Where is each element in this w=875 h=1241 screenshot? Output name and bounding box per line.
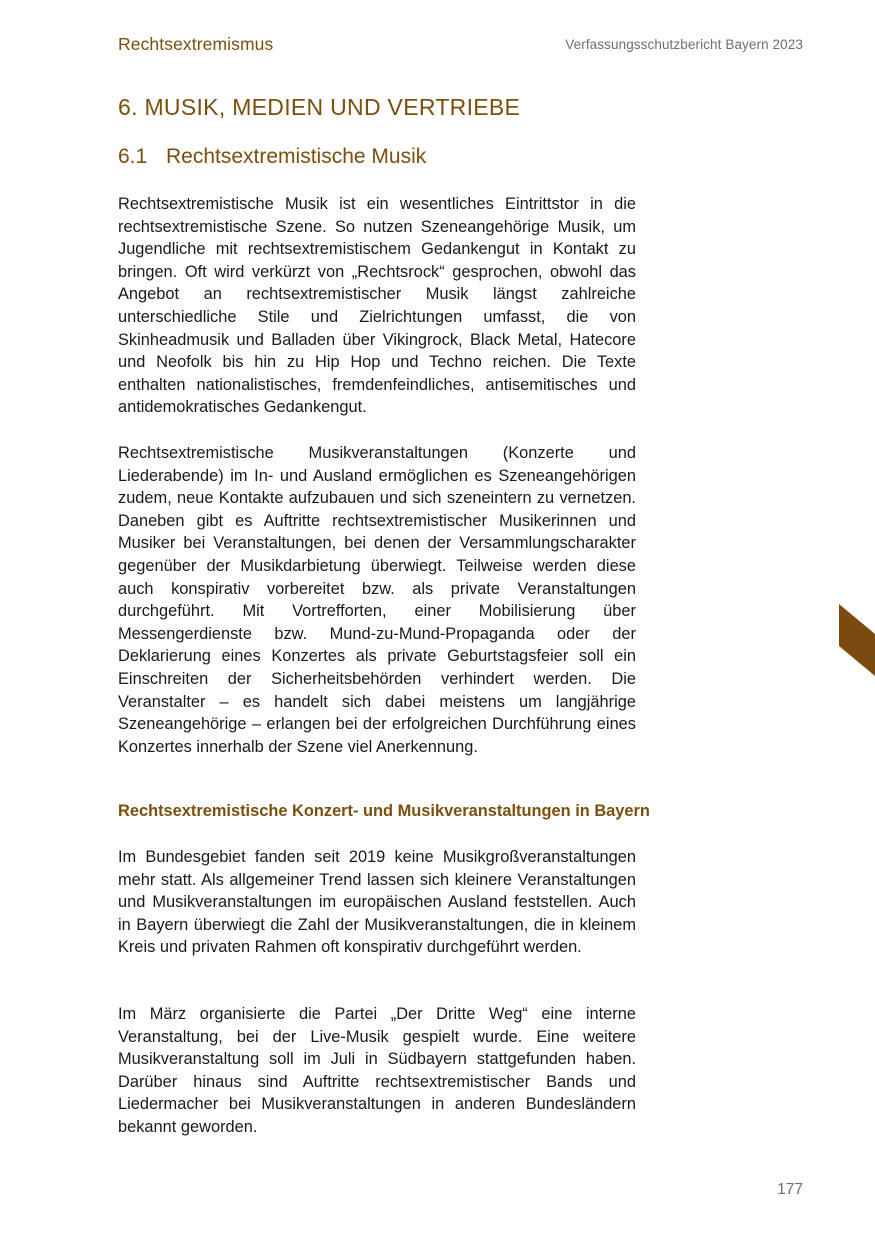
paragraph-bavaria-events: Im März organisierte die Partei „Der Dritte Weg“ eine interne Veranstaltung, bei der Live-Musik gespielt wurde. Eine weitere Musikveranstaltung soll im Juli in Südbayern stattgefunden haben. Darüber hinaus sind Auftritte rechtsextremistischer Bands und Liedermacher bei Musikveranstaltungen in anderen Bundesländern bekannt geworden. <box>118 1005 636 1136</box>
running-head-section: Rechtsextremismus <box>118 34 274 54</box>
chapter-tab-marker <box>839 604 875 676</box>
chapter-title: 6. MUSIK, MEDIEN UND VERTRIEBE <box>118 94 521 120</box>
running-head-publication: Verfassungsschutzbericht Bayern 2023 <box>565 37 803 52</box>
paragraph-bavaria-trend: Im Bundesgebiet fanden seit 2019 keine Musikgroßveranstaltungen mehr statt. Als allgemeiner Trend lassen sich kleinere Veranstaltungen und Musikveranstaltungen im europäischen Ausland feststellen. Auch in Bayern überwiegt die Zahl der Musikveranstaltungen, die in kleinem Kreis und privaten Rahmen oft konspirativ durchgeführt werden. <box>118 848 636 957</box>
section-number: 6.1 <box>118 145 148 168</box>
paragraph-events: Rechtsextremistische Musikveranstaltungen (Konzerte und Liederabende) im In- und Ausland ermöglichen es Szeneangehörigen zudem, neue Kontakte aufzubauen und sich szeneintern zu vernetzen. Daneben gibt es Auftritte rechtsextremistischer Musikerinnen und Musiker bei Veranstaltungen, bei denen der Versammlungscharakter gegenüber der Musikdarbietung überwiegt. Teilweise werden diese auch konspirativ vorbereitet bzw. als private Veranstaltungen durchgeführt. Mit Vortrefforten, einer Mobilisierung über Messengerdienste bzw. Mund-zu-Mund-Propaganda oder der Deklarierung eines Konzertes als private Geburtstagsfeier soll ein Einschreiten der Sicherheitsbehörden verhindert werden. Die Veranstalter – es handelt sich dabei meistens um langjährige Szeneangehörige – erlangen bei der erfolgreichen Durchführung eines Konzertes innerhalb der Szene viel Anerkennung. <box>118 444 636 756</box>
subsection-title: Rechtsextremistische Konzert- und Musikveranstaltungen in Bayern <box>118 802 650 820</box>
chapter-tab-shape <box>839 604 875 676</box>
page-number: 177 <box>777 1181 803 1198</box>
paragraph-intro: Rechtsextremistische Musik ist ein wesentliches Eintrittstor in die rechtsextremistische Szene. So nutzen Szeneangehörige Musik, um Jugendliche mit rechtsextremistischem Gedankengut in Kontakt zu bringen. Oft wird verkürzt von „Rechtsrock“ gesprochen, obwohl das Angebot an rechtsextremistischer Musik längst zahlreiche unterschiedliche Stile und Zielrichtungen umfasst, die von Skinheadmusik und Balladen über Vikingrock, Black Metal, Hatecore und Neofolk bis hin zu Hip Hop und Techno reichen. Die Texte enthalten nationalistisches, fremdenfeindliches, antisemitisches und antidemokratisches Gedankengut. <box>118 195 636 417</box>
section-title: Rechtsextremistische Musik <box>166 145 427 168</box>
section-heading <box>118 145 426 169</box>
